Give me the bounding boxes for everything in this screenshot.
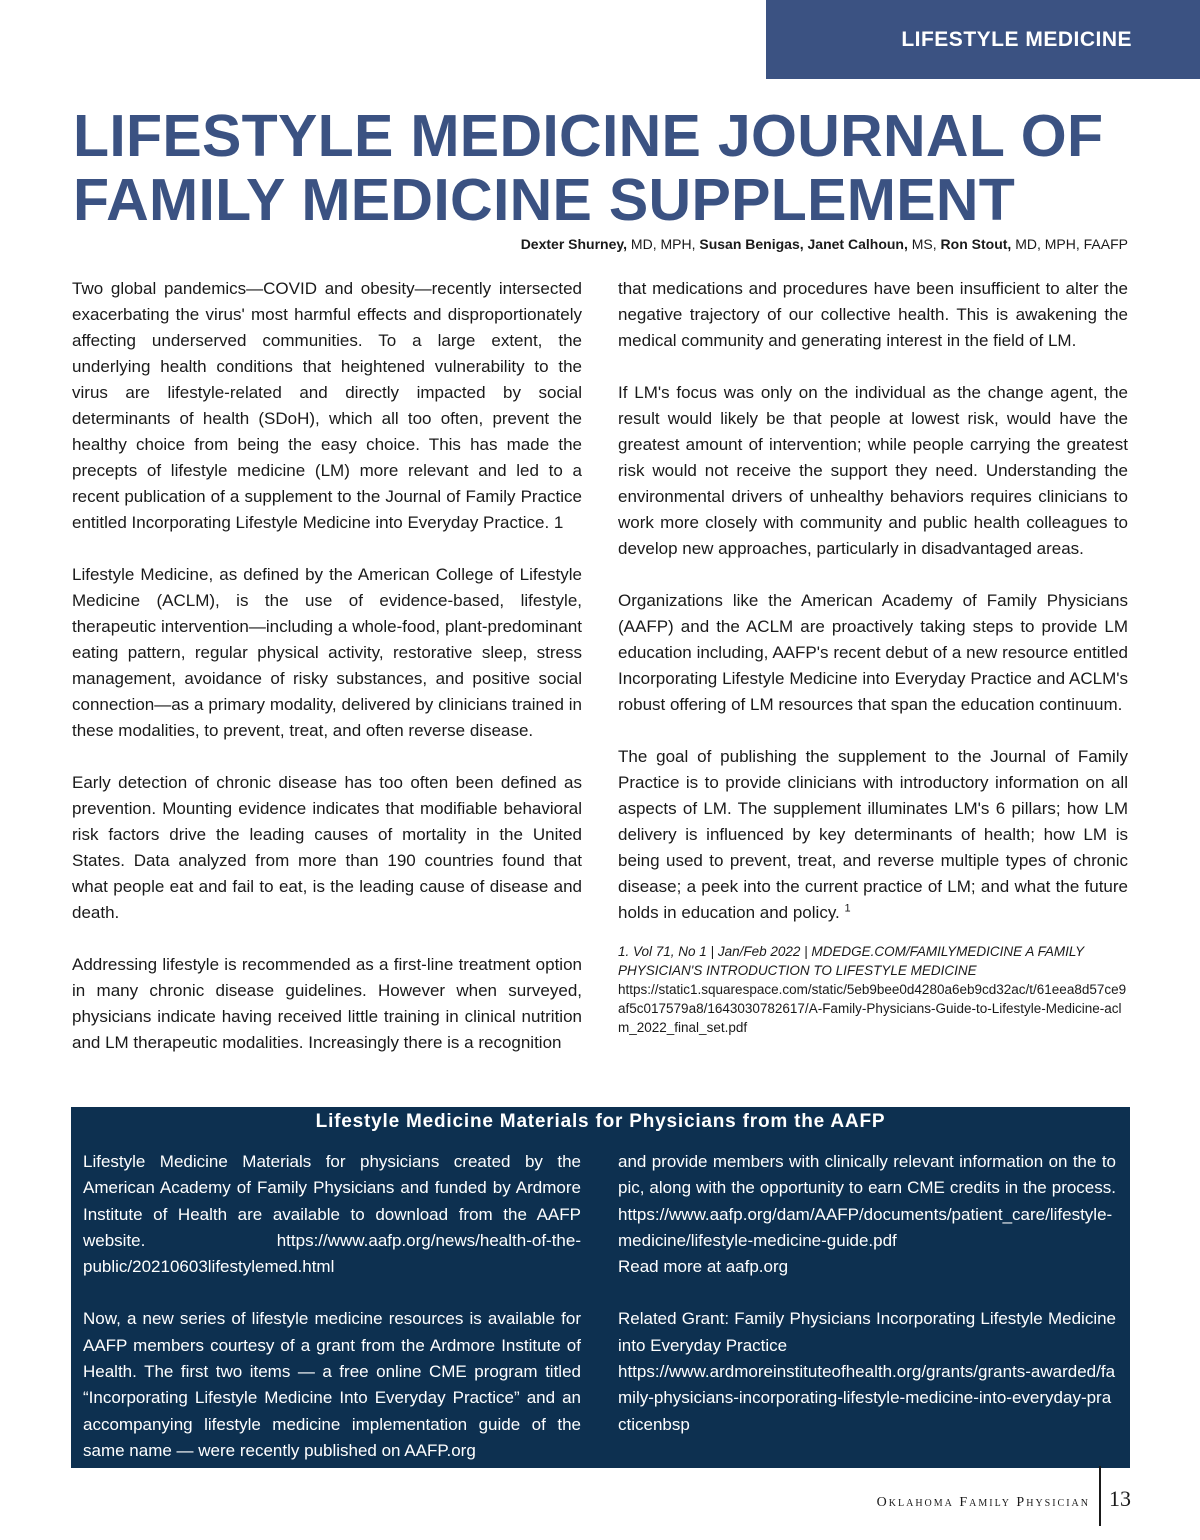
body-paragraph: If LM's focus was only on the individual as the change agent, the result would likely be that people at lowest risk, would have the greatest amount of intervention; while people carrying the greatest risk would not receive the support they need. Understanding the environmental drivers of unhealthy behaviors requires clinicians to work more closely with community and public health colleagues to develop new approaches, particularly in disadvantaged areas. bbox=[618, 383, 1128, 558]
footer-divider bbox=[1099, 1466, 1101, 1526]
sidebar-column-right bbox=[618, 1149, 1116, 1464]
grant-url[interactable]: https://www.ardmoreinstituteofhealth.org/grants/grants-awarded/family-physicians-incorporating-lifestyle-medicine-into-everyday-practicenbsp bbox=[618, 1362, 1116, 1434]
sidebar-column-left bbox=[83, 1149, 581, 1490]
footnote bbox=[618, 942, 1128, 1037]
publication-name: Oklahoma Family Physician bbox=[876, 1495, 1090, 1510]
author-credentials: MD, MPH, FAAFP bbox=[1011, 236, 1128, 252]
sidebar-paragraph: Lifestyle Medicine Materials for physicians created by the American Academy of Family Physicians and funded by Ardmore Institute of Health are available to download from the AAFP website. https://www.aafp.org/news/health-of-the-public/20210603lifestylemed.html bbox=[83, 1152, 581, 1277]
article-column-left bbox=[72, 276, 582, 1082]
author-name: Susan Benigas, Janet Calhoun, bbox=[699, 236, 908, 252]
author-name: Ron Stout, bbox=[940, 236, 1012, 252]
article-column-right bbox=[618, 276, 1128, 1037]
author-name: Dexter Shurney, bbox=[520, 236, 628, 252]
footnote-citation: 1. Vol 71, No 1 | Jan/Feb 2022 | MDEDGE.COM/FAMILYMEDICINE A FAMILY PHYSICIAN'S INTRODUCTION TO LIFESTYLE MEDICINE bbox=[618, 944, 1084, 978]
sidebar-paragraph: and provide members with clinically relevant information on the topic, along with the opportunity to earn CME credits in the process. https://www.aafp.org/dam/AAFP/documents/patient_care/lifestyle-medicine/lifestyle-medicine-guide.pdf bbox=[618, 1152, 1116, 1250]
body-paragraph: Early detection of chronic disease has too often been defined as prevention. Mounting evidence indicates that modifiable behavioral risk factors drive the leading causes of mortality in the United States. Data analyzed from more than 190 countries found that what people eat and fail to eat, is the leading cause of disease and death. bbox=[72, 773, 582, 922]
grant-label: Related Grant: Family Physicians Incorporating Lifestyle Medicine into Everyday Practice bbox=[618, 1309, 1116, 1355]
read-more-link[interactable]: Read more at aafp.org bbox=[618, 1257, 789, 1277]
sidebar-box bbox=[71, 1107, 1130, 1468]
body-paragraph: that medications and procedures have been insufficient to alter the negative trajectory of our collective health. This is awakening the medical community and generating interest in the field of LM. bbox=[618, 279, 1128, 350]
section-label: LIFESTYLE MEDICINE bbox=[901, 27, 1132, 51]
page-number: 13 bbox=[1109, 1486, 1131, 1511]
footnote-url[interactable]: https://static1.squarespace.com/static/5eb9bee0d4280a6eb9cd32ac/t/61eea8d57ce9af5c017579a8/1643030782617/A-Family-Physicians-Guide-to-Lifestyle-Medicine-aclm_2022_final_set.pdf bbox=[618, 982, 1127, 1035]
body-paragraph-goal bbox=[618, 744, 1128, 926]
sidebar-title: Lifestyle Medicine Materials for Physicians from the AAFP bbox=[315, 1111, 886, 1132]
author-credentials: MD, MPH, bbox=[627, 236, 700, 252]
body-paragraph: Organizations like the American Academy of Family Physicians (AAFP) and the ACLM are proactively taking steps to provide LM education including, AAFP's recent debut of a new resource entitled Incorporating Lifestyle Medicine into Everyday Practice and ACLM's robust offering of LM resources that span the education continuum. bbox=[618, 591, 1128, 714]
goal-text: The goal of publishing the supplement to the Journal of Family Practice is to provide clinicians with introductory information on all aspects of LM. The supplement illuminates LM's 6 pillars; how LM delivery is influenced by key determinants of health; how LM is being used to prevent, treat, and reverse multiple types of chronic disease; a peek into the current practice of LM; and what the future holds in education and policy. bbox=[618, 747, 1128, 922]
author-credentials: MS, bbox=[907, 236, 941, 252]
body-paragraph: Two global pandemics—COVID and obesity—recently intersected exacerbating the virus' most harmful effects and disproportionately affecting underserved communities. To a large extent, the underlying health conditions that heightened vulnerability to the virus are lifestyle-related and directly impacted by social determinants of health (SDoH), which all too often, prevent the healthy choice from being the easy choice. This has made the precepts of lifestyle medicine (LM) more relevant and led to a recent publication of a supplement to the Journal of Family Practice entitled Incorporating Lifestyle Medicine into Everyday Practice. 1 bbox=[72, 279, 582, 532]
footnote-marker: 1 bbox=[844, 902, 851, 915]
title-line-2: FAMILY MEDICINE SUPPLEMENT bbox=[73, 167, 1016, 233]
article-title bbox=[73, 104, 1163, 232]
author-line bbox=[521, 236, 1128, 252]
section-tab bbox=[766, 0, 1200, 79]
title-line-1: LIFESTYLE MEDICINE JOURNAL OF bbox=[73, 103, 1104, 169]
body-paragraph: Addressing lifestyle is recommended as a first-line treatment option in many chronic disease guidelines. However when surveyed, physicians indicate having received little training in clinical nutrition and LM therapeutic modalities. Increasingly there is a recognition bbox=[72, 955, 582, 1052]
sidebar-paragraph: Now, a new series of lifestyle medicine resources is available for AAFP members courtesy of a grant from the Ardmore Institute of Health. The first two items — a free online CME program titled “Incorporating Lifestyle Medicine Into Everyday Practice” and an accompanying lifestyle medicine implementation guide of the same name — were recently published on AAFP.org bbox=[83, 1309, 581, 1460]
body-paragraph: Lifestyle Medicine, as defined by the American College of Lifestyle Medicine (ACLM), is the use of evidence-based, lifestyle, therapeutic intervention—including a whole-food, plant-predominant eating pattern, regular physical activity, restorative sleep, stress management, avoidance of risky substances, and positive social connection—as a primary modality, delivered by clinicians trained in these modalities, to prevent, treat, and often reverse disease. bbox=[72, 565, 582, 740]
